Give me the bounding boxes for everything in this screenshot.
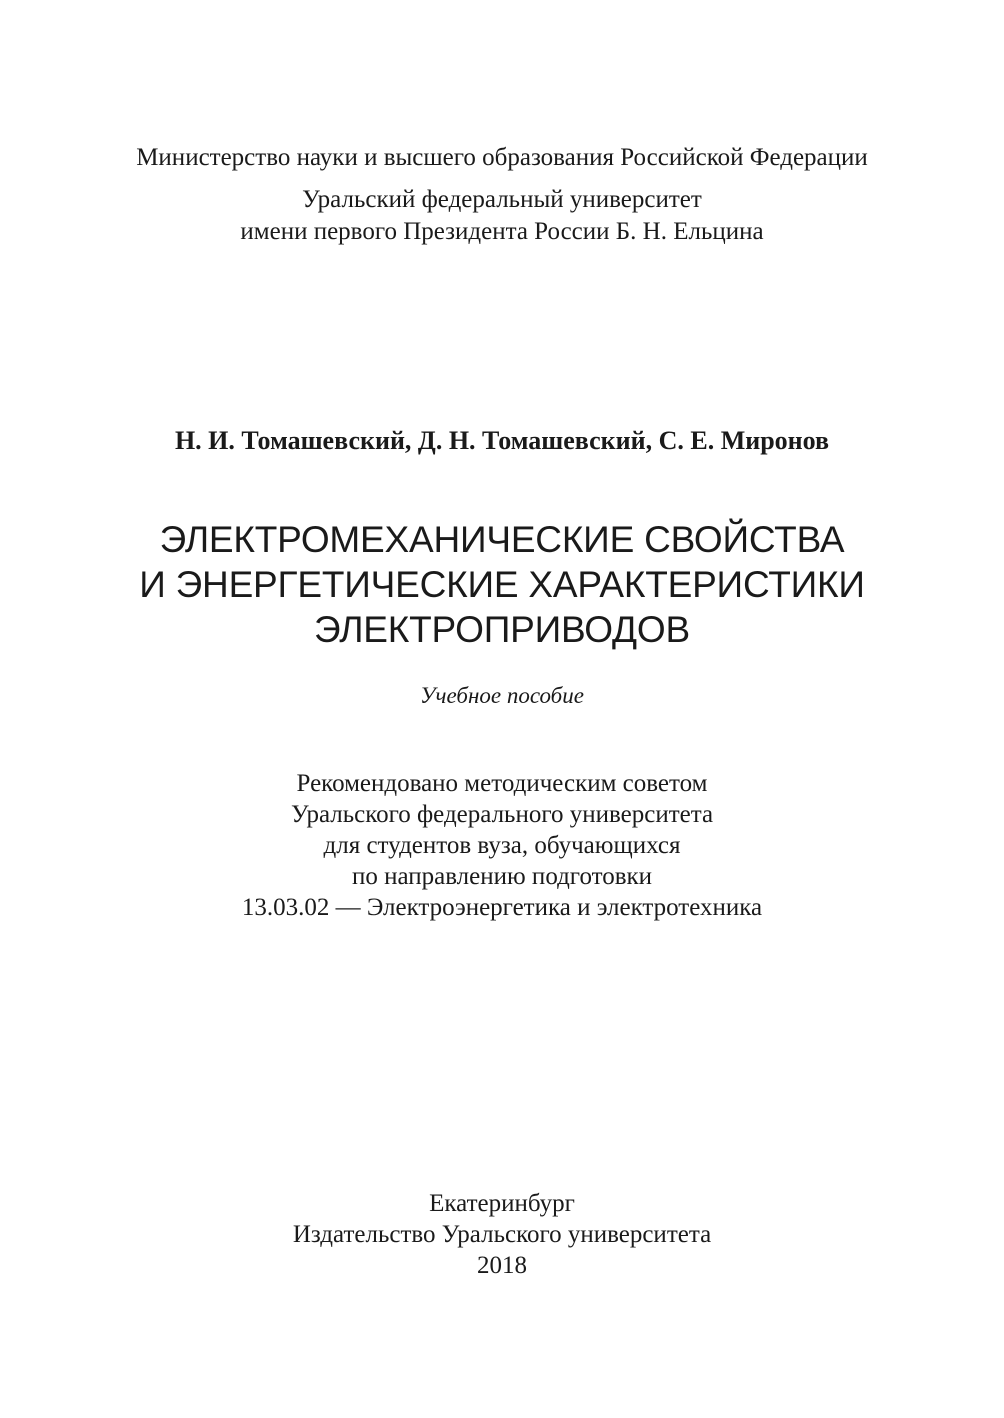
imprint-publisher: Издательство Уральского университета bbox=[292, 1221, 712, 1248]
university-name-line-2: имени первого Президента России Б. Н. Ельцина bbox=[240, 218, 764, 245]
recommendation-line-2: Уральского федерального университета bbox=[290, 801, 714, 828]
book-subtitle: Учебное пособие bbox=[420, 683, 584, 708]
recommendation-line-3: для студентов вуза, обучающихся bbox=[323, 832, 681, 859]
imprint-year: 2018 bbox=[477, 1252, 527, 1279]
imprint-city: Екатеринбург bbox=[429, 1190, 575, 1217]
recommendation-line-4: по направлению подготовки bbox=[351, 863, 653, 890]
recommendation-line-5: 13.03.02 — Электроэнергетика и электротехника bbox=[241, 894, 763, 921]
book-title-line-2: И ЭНЕРГЕТИЧЕСКИЕ ХАРАКТЕРИСТИКИ bbox=[139, 564, 865, 605]
book-title-line-1: ЭЛЕКТРОМЕХАНИЧЕСКИЕ СВОЙСТВА bbox=[159, 519, 845, 560]
recommendation-line-1: Рекомендовано методическим советом bbox=[296, 770, 708, 797]
authors: Н. И. Томашевский, Д. Н. Томашевский, С. Е. Миронов bbox=[174, 426, 830, 455]
ministry-name: Министерство науки и высшего образования Российской Федерации bbox=[136, 144, 868, 171]
university-name-line-1: Уральский федеральный университет bbox=[302, 186, 702, 213]
book-title-line-3: ЭЛЕКТРОПРИВОДОВ bbox=[314, 609, 690, 650]
